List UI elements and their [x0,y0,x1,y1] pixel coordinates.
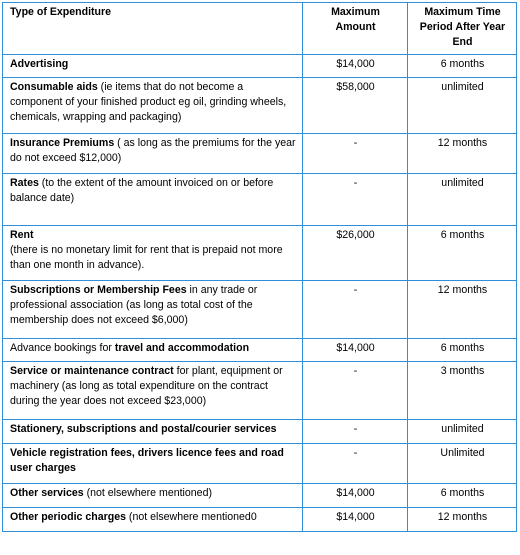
time-period-cell: 12 months [408,508,517,532]
time-period-cell: 6 months [408,484,517,508]
table-row [3,339,517,362]
table-row [3,484,517,508]
expenditure-type-detail: (to the extent of the amount invoiced on or before balance date) [10,177,274,204]
expenditure-table [2,2,517,532]
expenditure-type-prefix: Advance bookings for [10,342,115,354]
expenditure-type-cell [3,78,303,134]
expenditure-type-cell [3,55,303,78]
expenditure-type-bold: Rates [10,177,39,189]
expenditure-type-bold: Other services [10,487,84,499]
maximum-amount-cell: - [303,134,408,174]
maximum-amount-cell: - [303,362,408,420]
time-period-cell: unlimited [408,78,517,134]
expenditure-type-detail: for plant, equipment or machinery (as long as total expenditure on the contract during the year does not exceed $23,000) [10,365,283,407]
expenditure-type-bold: Service or maintenance contract [10,365,174,377]
expenditure-type-bold: Rent [10,229,34,241]
time-period-cell: unlimited [408,420,517,444]
expenditure-type-cell [3,339,303,362]
table-row [3,420,517,444]
time-period-cell: 3 months [408,362,517,420]
expenditure-type-cell [3,484,303,508]
expenditure-type-cell [3,420,303,444]
expenditure-type-bold: Advertising [10,58,69,70]
expenditure-type-cell [3,174,303,226]
expenditure-type-cell [3,281,303,339]
expenditure-type-detail: in any trade or professional association (as long as total cost of the membership does not exceed $6,000) [10,284,258,326]
expenditure-type-detail: (there is no monetary limit for rent that is prepaid not more than one month in advance). [10,244,283,271]
maximum-amount-cell: $58,000 [303,78,408,134]
time-period-cell: 6 months [408,226,517,281]
time-period-cell: 12 months [408,134,517,174]
maximum-amount-cell: - [303,444,408,484]
expenditure-type-cell [3,226,303,281]
expenditure-type-cell [3,362,303,420]
table-row [3,362,517,420]
maximum-amount-cell: - [303,281,408,339]
expenditure-type-cell [3,508,303,532]
maximum-amount-cell: $14,000 [303,339,408,362]
time-period-cell: 6 months [408,55,517,78]
maximum-amount-cell: $14,000 [303,484,408,508]
table-row [3,78,517,134]
expenditure-type-bold: travel and accommodation [114,342,250,354]
expenditure-table-container [2,2,517,532]
time-period-cell: unlimited [408,174,517,226]
maximum-amount-cell: - [303,420,408,444]
table-row [3,444,517,484]
time-period-cell: 12 months [408,281,517,339]
expenditure-type-detail: (ie items that do not become a component of your finished product eg oil, grinding wheels, chemicals, wrapping and packaging) [10,81,287,123]
time-period-cell: 6 months [408,339,517,362]
maximum-amount-cell: $14,000 [303,508,408,532]
table-row [3,508,517,532]
expenditure-type-bold: Vehicle registration fees, drivers licence fees and road user charges [10,447,284,474]
header-maximum-time-period: Maximum Time Period After Year End [408,3,517,55]
table-row [3,134,517,174]
expenditure-type-bold: Other periodic charges [10,511,126,523]
maximum-amount-cell: $26,000 [303,226,408,281]
table-row [3,55,517,78]
expenditure-type-bold: Insurance Premiums [10,137,115,149]
maximum-amount-cell: - [303,174,408,226]
header-row [3,3,517,55]
header-type-of-expenditure: Type of Expenditure [3,3,303,55]
maximum-amount-cell: $14,000 [303,55,408,78]
header-maximum-amount: Maximum Amount [303,3,408,55]
expenditure-type-bold: Consumable aids [10,81,98,93]
expenditure-type-cell [3,444,303,484]
expenditure-type-cell [3,134,303,174]
expenditure-type-bold: Subscriptions or Membership Fees [10,284,187,296]
table-row [3,281,517,339]
expenditure-type-bold: Stationery, subscriptions and postal/courier services [10,423,277,435]
expenditure-type-detail: ( as long as the premiums for the year do not exceed $12,000) [10,137,296,164]
expenditure-type-detail: (not elsewhere mentioned0 [125,511,257,523]
time-period-cell: Unlimited [408,444,517,484]
expenditure-type-detail: (not elsewhere mentioned) [83,487,212,499]
table-row [3,226,517,281]
table-row [3,174,517,226]
